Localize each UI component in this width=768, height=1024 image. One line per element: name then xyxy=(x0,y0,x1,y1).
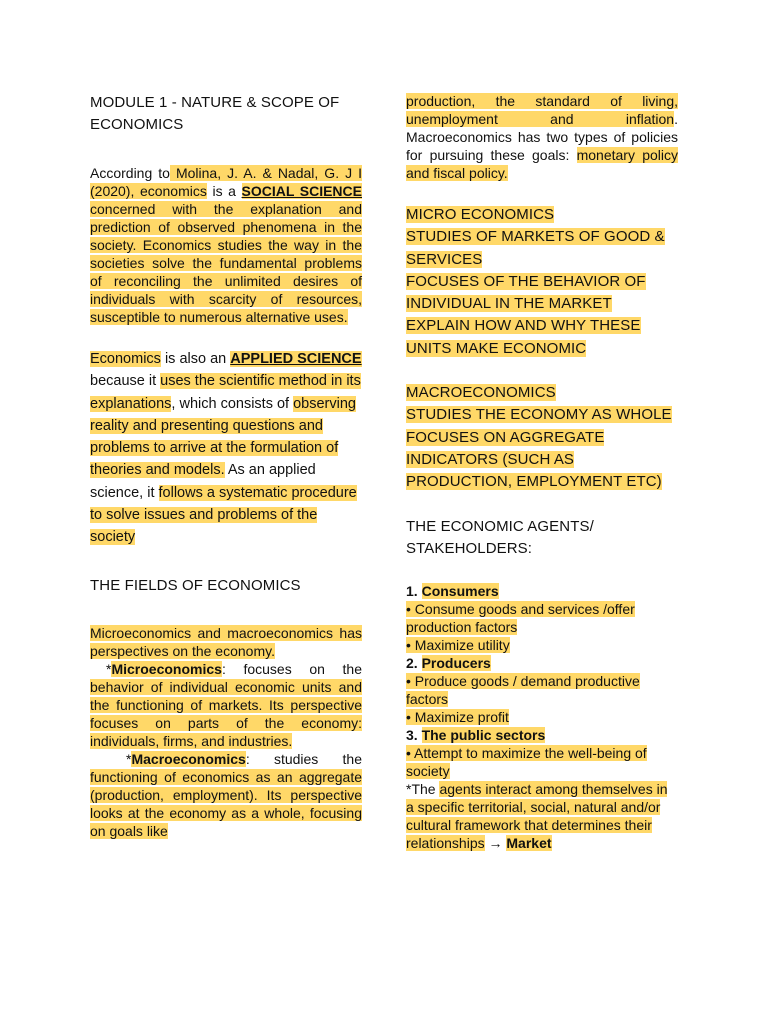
list-item: • Consume goods and services /offer production factors xyxy=(406,601,635,636)
microeconomics-term: Microeconomics xyxy=(111,660,222,677)
economic-agents-list xyxy=(406,582,678,852)
public-sectors-heading: The public sectors xyxy=(421,727,546,744)
list-item: • Attempt to maximize the well-being of society xyxy=(406,745,647,780)
macroeconomics-term: Macroeconomics xyxy=(131,750,246,767)
fields-paragraph: Microeconomics and macroeconomics has perspectives on the economy. *Microeconomics: focuses on the behavior of individual economic units and the functioning of markets. Its perspective focuses on parts of the economy: individuals, firms, and industries. *Macroeconomics: studies the functioning of economics as an aggregate (production, employment). Its perspective looks at the economy as a whole, focusing on goals like xyxy=(90,624,362,839)
consumers-heading: Consumers xyxy=(421,583,499,600)
list-item: 2. Producers xyxy=(406,655,491,672)
list-item: 3. The public sectors xyxy=(406,727,546,744)
module-title: MODULE 1 - NATURE & SCOPE OF ECONOMICS xyxy=(90,94,340,133)
macroeconomics-notes: MACROECONOMICS STUDIES THE ECONOMY AS WHOLE FOCUSES ON AGGREGATE INDICATORS (SUCH AS PRODUCTION, EMPLOYMENT ETC) xyxy=(406,384,672,491)
micro-economics-notes: MICRO ECONOMICS STUDIES OF MARKETS OF GOOD & SERVICES FOCUSES OF THE BEHAVIOR OF INDIVIDUAL IN THE MARKET EXPLAIN HOW AND WHY THESE UNITS MAKE ECONOMIC xyxy=(406,206,665,357)
list-item: • Produce goods / demand productive factors xyxy=(406,673,640,708)
intro-paragraph: According to Molina, J. A. & Nadal, G. J I (2020), economics is a SOCIAL SCIENCE concerned with the explanation and prediction of observed phenomena in the society. Economics studies the way in the societies solve the fundamental problems of reconciling the unlimited desires of individuals with scarcity of resources, susceptible to numerous alternative uses. xyxy=(90,165,362,325)
macro-continuation-paragraph: production, the standard of living, unemployment and inflation. Macroeconomics has two types of policies for pursuing these goals: monetary policy and fiscal policy. xyxy=(406,93,678,181)
applied-science-term: APPLIED SCIENCE xyxy=(230,351,362,367)
social-science-term: SOCIAL SCIENCE xyxy=(241,183,362,199)
economic-agents-heading: THE ECONOMIC AGENTS/ STAKEHOLDERS: xyxy=(406,517,594,557)
list-item: 1. Consumers xyxy=(406,583,499,600)
left-column xyxy=(90,86,362,840)
fields-heading: THE FIELDS OF ECONOMICS xyxy=(90,576,301,594)
right-column xyxy=(406,86,678,852)
applied-science-paragraph: Economics is also an APPLIED SCIENCE because it uses the scientific method in its explanations, which consists of observing reality and presenting questions and problems to arrive at the formulation of theories and models. As an applied science, it follows a systematic procedure to solve issues and problems of the society xyxy=(90,351,362,546)
producers-heading: Producers xyxy=(421,655,491,672)
market-term: Market xyxy=(506,835,552,852)
list-item: • Maximize profit xyxy=(406,709,509,726)
list-item: • Maximize utility xyxy=(406,637,510,654)
agents-note: *The agents interact among themselves in a specific territorial, social, natural and/or cultural framework that determines their relationships → Market xyxy=(406,781,668,852)
